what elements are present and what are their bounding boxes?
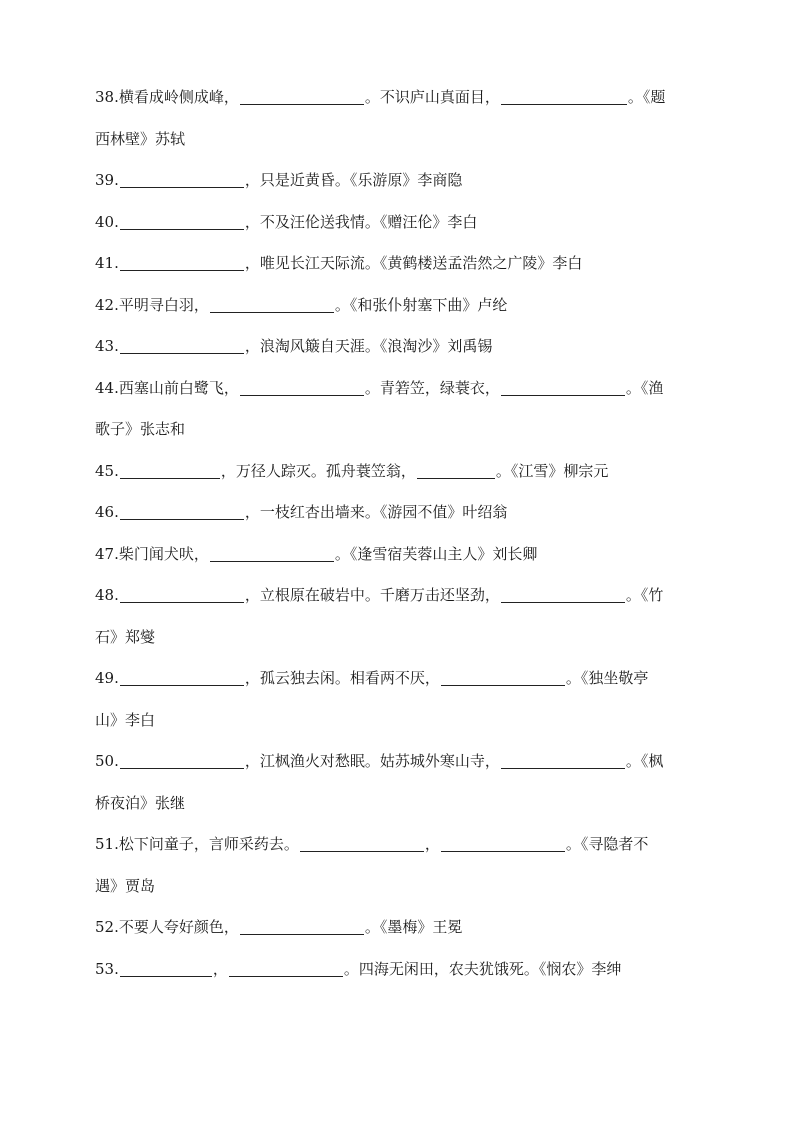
text-line — [95, 460, 705, 502]
answer-blank[interactable] — [501, 103, 627, 105]
text-segment: 42.平明寻白羽， — [95, 295, 209, 314]
text-segment: 。《逢雪宿芙蓉山主人》刘长卿 — [334, 544, 538, 563]
text-line — [95, 584, 705, 626]
answer-blank[interactable] — [120, 228, 244, 230]
text-segment: 山》李白 — [95, 710, 156, 729]
answer-blank[interactable] — [441, 684, 565, 686]
text-segment: 48. — [95, 586, 119, 604]
text-segment: 50. — [95, 752, 119, 770]
text-line — [95, 335, 705, 377]
text-line — [95, 418, 705, 460]
text-segment: ，不及汪伦送我情。《赠汪伦》李白 — [244, 212, 478, 231]
answer-blank[interactable] — [501, 394, 625, 396]
text-segment: 。《江雪》柳宗元 — [495, 461, 609, 480]
text-segment: 。《题 — [627, 88, 666, 106]
text-segment: 。四海无闲田，农夫犹饿死。《悯农》李绅 — [343, 959, 622, 978]
answer-blank[interactable] — [240, 933, 364, 935]
text-segment: 。《独坐敬亭 — [565, 669, 649, 687]
text-line — [95, 128, 705, 170]
text-segment: ， — [424, 835, 440, 853]
text-segment: 47.柴门闻犬吠， — [95, 544, 209, 563]
text-segment: 。不识庐山真面目， — [364, 88, 500, 106]
text-segment: 51.松下问童子，言师采药去。 — [95, 835, 299, 853]
text-segment: 桥夜泊》张继 — [95, 793, 186, 812]
text-segment: 52.不要人夸好颜色， — [95, 918, 239, 936]
poem-fill-in-list — [95, 86, 705, 999]
text-segment: 。《枫 — [625, 752, 664, 770]
answer-blank[interactable] — [120, 269, 244, 271]
answer-blank[interactable] — [441, 850, 565, 852]
text-segment: 。《渔 — [625, 378, 664, 397]
text-segment: ，孤云独去闲。相看两不厌， — [244, 669, 440, 687]
answer-blank[interactable] — [240, 394, 364, 396]
text-segment: ，一枝红杏出墙来。《游园不值》叶绍翁 — [244, 503, 508, 521]
text-segment: 53. — [95, 959, 119, 978]
answer-blank[interactable] — [120, 518, 244, 520]
text-segment: ， — [212, 959, 228, 978]
text-line — [95, 709, 705, 751]
text-segment: ，唯见长江天际流。《黄鹤楼送孟浩然之广陵》李白 — [244, 254, 583, 272]
text-segment: 。《竹 — [625, 586, 664, 604]
text-segment: 46. — [95, 503, 119, 521]
text-line — [95, 169, 705, 211]
text-segment: ，浪淘风簸自天涯。《浪淘沙》刘禹锡 — [244, 337, 493, 355]
text-segment: 。青箬笠，绿蓑衣， — [364, 378, 500, 397]
text-line — [95, 750, 705, 792]
text-segment: 歌子》张志和 — [95, 420, 186, 438]
text-segment: 。《和张仆射塞下曲》卢纶 — [334, 295, 508, 314]
answer-blank[interactable] — [417, 477, 495, 479]
text-line — [95, 294, 705, 336]
text-segment: 41. — [95, 254, 119, 272]
answer-blank[interactable] — [120, 352, 244, 354]
text-segment: 38.横看成岭侧成峰， — [95, 88, 239, 106]
text-segment: 遇》贾岛 — [95, 876, 156, 895]
text-line — [95, 501, 705, 543]
text-line — [95, 211, 705, 253]
answer-blank[interactable] — [210, 560, 334, 562]
answer-blank[interactable] — [120, 975, 212, 977]
text-line — [95, 875, 705, 917]
answer-blank[interactable] — [240, 103, 364, 105]
text-line — [95, 916, 705, 958]
answer-blank[interactable] — [300, 850, 424, 852]
text-segment: ，立根原在破岩中。千磨万击还坚劲， — [244, 586, 500, 604]
text-segment: 40. — [95, 212, 119, 231]
text-line — [95, 252, 705, 294]
text-segment: 39. — [95, 171, 119, 189]
text-segment: 。《寻隐者不 — [565, 835, 649, 853]
answer-blank[interactable] — [120, 186, 244, 188]
text-segment: 石》郑燮 — [95, 627, 156, 646]
text-line — [95, 833, 705, 875]
text-segment: 45. — [95, 461, 119, 480]
answer-blank[interactable] — [120, 601, 244, 603]
text-segment: 。《墨梅》王冕 — [364, 918, 463, 936]
text-segment: ，江枫渔火对愁眠。姑苏城外寒山寺， — [244, 752, 500, 770]
text-line — [95, 86, 705, 128]
answer-blank[interactable] — [120, 684, 244, 686]
text-line — [95, 377, 705, 419]
answer-blank[interactable] — [120, 767, 244, 769]
text-segment: 44.西塞山前白鹭飞， — [95, 378, 239, 397]
answer-blank[interactable] — [501, 767, 625, 769]
text-line — [95, 792, 705, 834]
text-line — [95, 958, 705, 1000]
text-line — [95, 626, 705, 668]
text-segment: ，只是近黄昏。《乐游原》李商隐 — [244, 171, 463, 189]
text-line — [95, 543, 705, 585]
text-line — [95, 667, 705, 709]
text-segment: 43. — [95, 337, 119, 355]
text-segment: ，万径人踪灭。孤舟蓑笠翁， — [220, 461, 416, 480]
answer-blank[interactable] — [229, 975, 343, 977]
answer-blank[interactable] — [120, 477, 220, 479]
text-segment: 49. — [95, 669, 119, 687]
answer-blank[interactable] — [501, 601, 625, 603]
text-segment: 西林壁》苏轼 — [95, 129, 186, 148]
answer-blank[interactable] — [210, 311, 334, 313]
